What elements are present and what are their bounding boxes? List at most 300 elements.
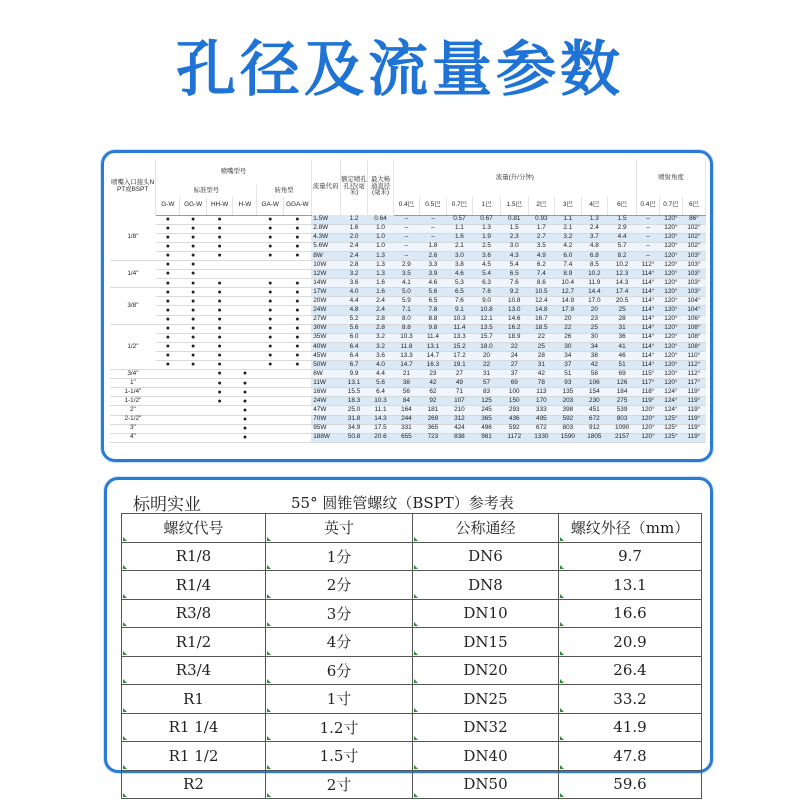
flow-value: 11.4 [420, 333, 447, 342]
type-marker [257, 270, 284, 279]
passage-value: 1.6 [368, 279, 393, 288]
type-marker: ● [206, 215, 233, 224]
angle-value: 114° [637, 351, 660, 360]
type-column-header: H-W [233, 197, 257, 215]
table-row [110, 251, 706, 260]
flow-value: 14.4 [581, 288, 608, 297]
flow-value: 11.4 [446, 324, 473, 333]
flow-value: 5.9 [393, 297, 420, 306]
type-marker [233, 242, 257, 251]
flow-value: 24 [500, 351, 528, 360]
angle-pressure-header: 0.4巴 [637, 197, 660, 215]
angle-value: – [637, 251, 660, 260]
flow-value: 10.2 [581, 270, 608, 279]
flow-value: 36 [608, 333, 637, 342]
flow-value: 17.2 [446, 351, 473, 360]
angle-value: 114° [637, 270, 660, 279]
flow-value: 8.0 [393, 315, 420, 324]
orifice-value: 31.8 [340, 415, 368, 424]
type-marker: ● [206, 324, 233, 333]
type-marker [257, 379, 284, 388]
flow-value: 2.9 [608, 224, 637, 233]
flow-value: 3.8 [446, 260, 473, 269]
type-marker: ● [257, 251, 284, 260]
flow-value: 803 [555, 424, 582, 433]
passage-value: 2.8 [368, 315, 393, 324]
table-row [110, 388, 706, 397]
flow-value: 107 [446, 397, 473, 406]
passage-value: 0.64 [368, 215, 393, 224]
flow-value: 13.0 [500, 306, 528, 315]
flow-value: 16.2 [500, 324, 528, 333]
orifice-value: 13.1 [340, 379, 368, 388]
passage-value: 20.6 [368, 433, 393, 442]
flow-value: 7.1 [393, 306, 420, 315]
flow-code: 12W [311, 270, 340, 279]
flow-code: 188W [311, 433, 340, 442]
flow-value: – [393, 215, 420, 224]
flow-value: 17.4 [608, 288, 637, 297]
flow-value: 4.5 [473, 260, 501, 269]
flow-value: 10.8 [473, 306, 501, 315]
type-marker: ● [180, 233, 207, 242]
flow-value: 56 [393, 388, 420, 397]
table-row [110, 433, 706, 442]
table-row [110, 297, 706, 306]
orifice-value: 15.5 [340, 388, 368, 397]
angle-value: 125° [659, 424, 682, 433]
angle-value: 120° [659, 242, 682, 251]
angle-value: 125° [659, 433, 682, 442]
type-marker: ● [233, 415, 257, 424]
pressure-header: 0.7巴 [446, 197, 473, 215]
type-marker [180, 406, 207, 415]
angle-value: 120° [659, 251, 682, 260]
type-marker [257, 397, 284, 406]
type-marker: ● [156, 233, 180, 242]
type-marker [283, 406, 311, 415]
type-marker [233, 297, 257, 306]
type-column-header: G-W [156, 197, 180, 215]
flow-value: 1805 [581, 433, 608, 442]
angle-value: 106° [682, 315, 705, 324]
flow-value: 3.2 [555, 233, 582, 242]
flow-value: 203 [555, 397, 582, 406]
bspt-table-panel [104, 477, 713, 794]
type-marker [206, 415, 233, 424]
orifice-value: 1.6 [340, 224, 368, 233]
flow-value: 20.5 [608, 297, 637, 306]
angle-value: – [637, 215, 660, 224]
type-marker [206, 260, 233, 269]
type-marker: ● [283, 279, 311, 288]
orifice-header: 额定喷孔孔径(毫米) [340, 159, 368, 215]
pressure-header: 3巴 [555, 197, 582, 215]
type-marker [233, 351, 257, 360]
flow-value: 184 [608, 388, 637, 397]
table-row [110, 379, 706, 388]
flow-value: 293 [500, 406, 528, 415]
bspt-cell: 16.6 [559, 599, 702, 628]
flow-value: 51 [555, 370, 582, 379]
flow-value: 14.3 [608, 279, 637, 288]
angle-value: 118° [637, 388, 660, 397]
flow-value: 592 [500, 424, 528, 433]
flow-value: 46 [608, 351, 637, 360]
type-marker: ● [156, 324, 180, 333]
flow-value: 22 [555, 324, 582, 333]
type-marker: ● [257, 361, 284, 370]
type-marker: ● [283, 288, 311, 297]
angle-value: 114° [637, 324, 660, 333]
flow-value: 38 [393, 379, 420, 388]
flow-value: 495 [528, 415, 555, 424]
table-row [110, 279, 706, 288]
bspt-cell: 20.9 [559, 628, 702, 657]
flow-value: 10.4 [555, 279, 582, 288]
type-marker [233, 315, 257, 324]
orifice-value: 4.8 [340, 306, 368, 315]
bspt-cell: 2分 [266, 571, 413, 600]
type-marker: ● [283, 297, 311, 306]
bspt-cell: DN15 [413, 628, 559, 657]
flow-value: 42 [581, 361, 608, 370]
flow-value: 14.8 [528, 306, 555, 315]
bspt-cell: R3/4 [122, 656, 266, 685]
flow-value: 15.7 [473, 333, 501, 342]
flow-value: 16.7 [528, 315, 555, 324]
type-marker [233, 342, 257, 351]
type-marker: ● [283, 251, 311, 260]
angle-value: 120° [637, 433, 660, 442]
flow-value: 4.2 [555, 242, 582, 251]
angle-value: 114° [637, 342, 660, 351]
bspt-cell: 59.6 [559, 770, 702, 799]
flow-value: – [393, 233, 420, 242]
flow-value: 838 [446, 433, 473, 442]
flow-value: 12.1 [473, 315, 501, 324]
type-marker: ● [257, 315, 284, 324]
type-marker: ● [180, 351, 207, 360]
angle-value: 120° [659, 279, 682, 288]
table-row [122, 571, 702, 600]
table-row [110, 397, 706, 406]
flow-value: 655 [393, 433, 420, 442]
type-marker: ● [283, 351, 311, 360]
flow-value: 31 [608, 324, 637, 333]
orifice-value: 2.4 [340, 251, 368, 260]
bspt-cell: R1 1/4 [122, 713, 266, 742]
type-marker: ● [283, 333, 311, 342]
angle-value: 120° [637, 406, 660, 415]
angle-value: 115° [637, 370, 660, 379]
orifice-value: 34.9 [340, 424, 368, 433]
flow-value: 723 [420, 433, 447, 442]
flow-value: 210 [446, 406, 473, 415]
flow-value: 5.7 [608, 242, 637, 251]
type-marker [283, 415, 311, 424]
type-marker: ● [180, 324, 207, 333]
type-marker: ● [206, 388, 233, 397]
bspt-cell: 1.2寸 [266, 713, 413, 742]
flow-value: 539 [608, 406, 637, 415]
type-marker [156, 388, 180, 397]
flow-value: 2.3 [500, 233, 528, 242]
flow-value: 3.9 [420, 270, 447, 279]
flow-value: 7.6 [446, 297, 473, 306]
flow-value: 20 [581, 306, 608, 315]
page-title: 孔径及流量参数 [176, 35, 624, 105]
angle-value: 119° [682, 424, 705, 433]
type-marker: ● [156, 315, 180, 324]
angle-type-header: 转角型 [257, 185, 311, 197]
flow-value: 4.8 [581, 242, 608, 251]
angle-pressure-header: 0.7巴 [659, 197, 682, 215]
angle-value: 120° [659, 224, 682, 233]
flow-value: 269 [420, 415, 447, 424]
nozzle-type-header: 喷嘴型号 [156, 159, 311, 185]
flow-table [110, 159, 706, 443]
type-marker: ● [156, 288, 180, 297]
passage-value: 6.4 [368, 388, 393, 397]
type-marker: ● [156, 224, 180, 233]
flow-value: 49 [446, 379, 473, 388]
flow-value: 6.8 [581, 251, 608, 260]
table-row [122, 628, 702, 657]
connection-size: 1/8" [110, 215, 156, 260]
table-row [110, 406, 706, 415]
flow-value: 9.2 [500, 288, 528, 297]
flow-value: 1.3 [581, 215, 608, 224]
angle-value: 103° [682, 288, 705, 297]
connection-size: 3" [110, 424, 156, 433]
angle-value: – [637, 224, 660, 233]
flow-value: 20 [473, 351, 501, 360]
flow-value: 62 [420, 388, 447, 397]
flow-value: 92 [420, 397, 447, 406]
bspt-column-header: 英寸 [266, 514, 413, 543]
flow-value: 6.5 [420, 297, 447, 306]
type-marker [257, 370, 284, 379]
table-row [110, 270, 706, 279]
flow-value: 13.3 [446, 333, 473, 342]
table-row [122, 713, 702, 742]
table-row [110, 342, 706, 351]
type-marker [206, 424, 233, 433]
flow-value: 23 [420, 370, 447, 379]
flow-value: 23 [581, 315, 608, 324]
flow-value: 27 [500, 361, 528, 370]
flow-code: 50W [311, 361, 340, 370]
flow-value: 365 [473, 415, 501, 424]
flow-value: 0.93 [528, 215, 555, 224]
table-row [122, 770, 702, 799]
angle-value: 103° [682, 260, 705, 269]
bspt-cell: 6分 [266, 656, 413, 685]
angle-value: 120° [659, 215, 682, 224]
orifice-value: 25.0 [340, 406, 368, 415]
flow-value: 11.8 [393, 342, 420, 351]
flow-value: 135 [555, 388, 582, 397]
type-marker [233, 288, 257, 297]
flow-value: 912 [581, 424, 608, 433]
flow-value: 10.3 [446, 315, 473, 324]
table-row [122, 599, 702, 628]
angle-value: 114° [637, 306, 660, 315]
type-marker [233, 324, 257, 333]
type-marker: ● [156, 361, 180, 370]
bspt-cell: R1 [122, 685, 266, 714]
flow-value: 84 [393, 397, 420, 406]
orifice-value: 6.7 [340, 361, 368, 370]
type-marker: ● [206, 224, 233, 233]
table-row [122, 542, 702, 571]
flow-value: 41 [608, 342, 637, 351]
flow-value: 451 [581, 406, 608, 415]
flow-value: 312 [446, 415, 473, 424]
passage-value: 1.6 [368, 288, 393, 297]
type-marker: ● [257, 342, 284, 351]
connection-size: 1" [110, 379, 156, 388]
flow-code: 47W [311, 406, 340, 415]
flow-value: 4.1 [393, 279, 420, 288]
flow-value: 2.5 [473, 242, 501, 251]
bspt-cell: DN20 [413, 656, 559, 685]
standard-type-header: 标准型号 [156, 185, 257, 197]
flow-value: 113 [528, 388, 555, 397]
angle-value: 103° [682, 270, 705, 279]
flow-value: 28 [608, 315, 637, 324]
flow-value: 78 [528, 379, 555, 388]
type-marker [180, 388, 207, 397]
flow-value: 31 [473, 370, 501, 379]
flow-value: – [420, 224, 447, 233]
type-marker: ● [180, 224, 207, 233]
type-marker: ● [180, 251, 207, 260]
flow-value: 3.7 [581, 233, 608, 242]
passage-header: 最大畅通直径(毫米) [368, 159, 393, 215]
bspt-cell: 3分 [266, 599, 413, 628]
type-marker: ● [233, 433, 257, 442]
passage-value: 1.3 [368, 251, 393, 260]
angle-value: 120° [659, 333, 682, 342]
passage-value: 2.4 [368, 297, 393, 306]
flow-value: 38 [581, 351, 608, 360]
type-column-header: GG-W [180, 197, 207, 215]
type-marker [180, 433, 207, 442]
flow-value: 8.8 [393, 324, 420, 333]
orifice-value: 4.4 [340, 297, 368, 306]
angle-value: 120° [659, 288, 682, 297]
passage-value: 1.0 [368, 242, 393, 251]
flow-value: 154 [581, 388, 608, 397]
bspt-cell: 26.4 [559, 656, 702, 685]
table-row [110, 324, 706, 333]
type-marker [206, 433, 233, 442]
flow-value: 69 [608, 370, 637, 379]
angle-value: 114° [637, 297, 660, 306]
table-row [110, 260, 706, 269]
bspt-cell: DN10 [413, 599, 559, 628]
flow-code: 40W [311, 342, 340, 351]
flow-value: 21 [393, 370, 420, 379]
angle-value: 104° [682, 306, 705, 315]
angle-value: 120° [659, 233, 682, 242]
type-marker: ● [180, 279, 207, 288]
bspt-cell: DN8 [413, 571, 559, 600]
flow-value: 12.4 [528, 297, 555, 306]
type-marker [257, 260, 284, 269]
pressure-header: 2巴 [528, 197, 555, 215]
flow-value: 13.3 [393, 351, 420, 360]
flow-value: 17.9 [555, 306, 582, 315]
angle-value: 119° [637, 397, 660, 406]
flow-code: 30W [311, 324, 340, 333]
table-row [110, 288, 706, 297]
flow-value: 42 [528, 370, 555, 379]
angle-value: 112° [637, 260, 660, 269]
type-marker [206, 406, 233, 415]
type-marker [233, 260, 257, 269]
type-marker: ● [206, 288, 233, 297]
angle-value: 120° [659, 324, 682, 333]
flow-code: 17W [311, 288, 340, 297]
flow-value: 9.8 [420, 324, 447, 333]
type-marker: ● [257, 351, 284, 360]
angle-value: 114° [637, 288, 660, 297]
type-marker [283, 370, 311, 379]
flow-value: 8.6 [528, 279, 555, 288]
flow-code: 16W [311, 388, 340, 397]
type-marker: ● [156, 297, 180, 306]
flow-value: 2.4 [581, 224, 608, 233]
flow-code: 45W [311, 351, 340, 360]
inlet-header: 喷嘴入口接头NPT或BSPT [110, 159, 156, 215]
connection-size: 3/8" [110, 288, 156, 324]
table-row [110, 224, 706, 233]
table-row [110, 370, 706, 379]
type-marker [283, 388, 311, 397]
bspt-cell: 13.1 [559, 571, 702, 600]
flow-value: 4.9 [528, 251, 555, 260]
type-marker [156, 406, 180, 415]
type-marker [283, 424, 311, 433]
type-marker: ● [206, 333, 233, 342]
passage-value: 14.3 [368, 415, 393, 424]
flow-value: 4.6 [420, 279, 447, 288]
type-marker [156, 415, 180, 424]
connection-size: 2" [110, 406, 156, 415]
bspt-cell: 1分 [266, 542, 413, 571]
table-row [110, 242, 706, 251]
flow-value: 28 [528, 351, 555, 360]
flow-value: 14.9 [555, 297, 582, 306]
type-marker [257, 406, 284, 415]
passage-value: 3.6 [368, 351, 393, 360]
passage-value: 1.0 [368, 233, 393, 242]
angle-value: 104° [682, 297, 705, 306]
flow-code: 5.6W [311, 242, 340, 251]
flow-value: 3.3 [420, 260, 447, 269]
passage-value: 2.8 [368, 324, 393, 333]
type-marker [156, 424, 180, 433]
type-marker [156, 370, 180, 379]
orifice-value: 6.0 [340, 333, 368, 342]
flow-value: 1.5 [500, 224, 528, 233]
bspt-cell: 47.8 [559, 742, 702, 771]
angle-value: 124° [659, 406, 682, 415]
type-marker [233, 233, 257, 242]
